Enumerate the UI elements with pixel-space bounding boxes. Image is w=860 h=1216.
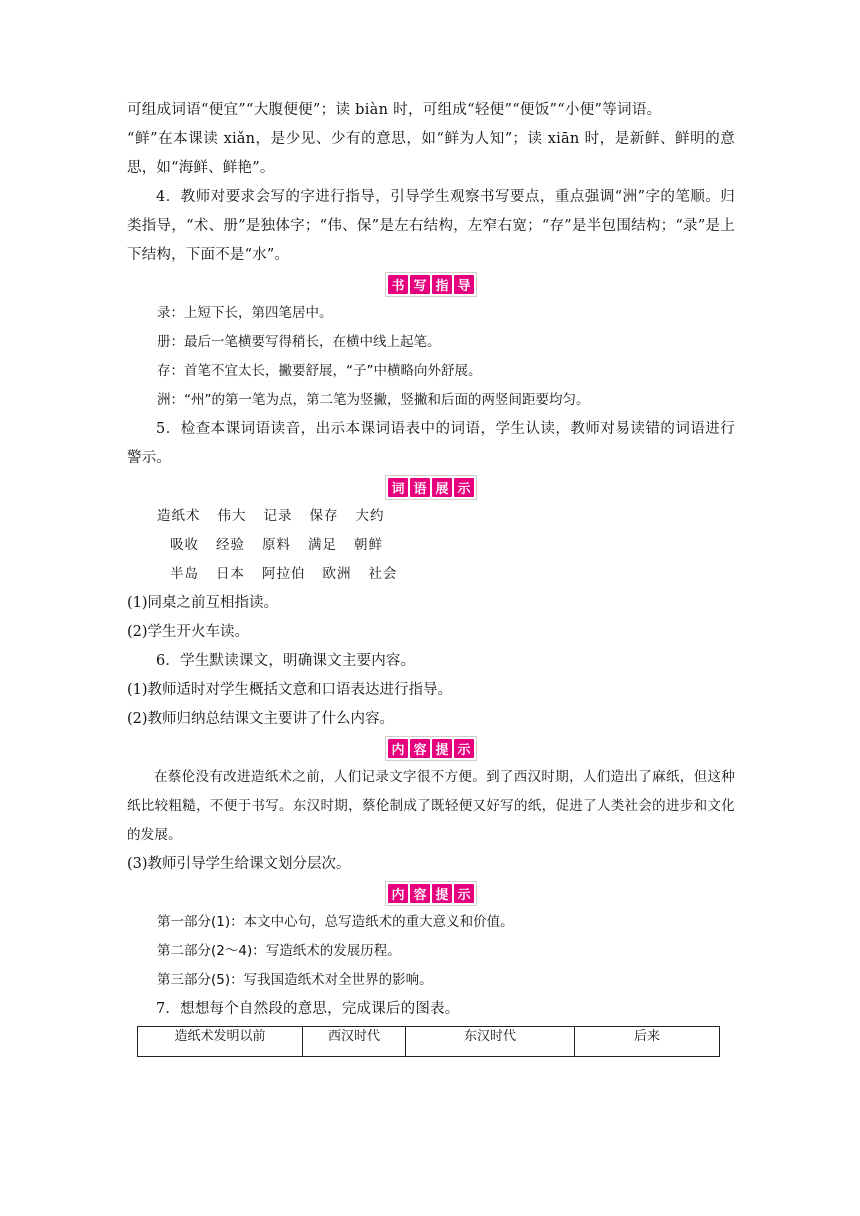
heading-char: 容 — [410, 739, 430, 758]
structure-part-3: 第三部分(5)：写我国造纸术对全世界的影响。 — [157, 972, 433, 988]
writing-guide-heading — [127, 271, 735, 298]
heading-char: 容 — [410, 884, 430, 903]
vocab-word: 阿拉伯 — [262, 566, 306, 582]
content-tip-heading — [127, 735, 735, 762]
writing-guide-tag — [385, 272, 477, 297]
guide-ce: 册：最后一笔横要写得稍长，在横中线上起笔。 — [157, 334, 441, 350]
table-header-cell: 造纸术发明以前 — [138, 1027, 303, 1057]
heading-char: 语 — [410, 478, 430, 497]
vocab-word: 半岛 — [170, 566, 199, 582]
vocab-word: 日本 — [216, 566, 245, 582]
development-table — [137, 1026, 720, 1057]
table-header-cell: 东汉时代 — [406, 1027, 575, 1057]
heading-char: 展 — [432, 478, 452, 497]
heading-char: 指 — [432, 275, 452, 294]
heading-char: 示 — [454, 739, 474, 758]
heading-char: 书 — [388, 275, 408, 294]
heading-char: 词 — [388, 478, 408, 497]
table-header-cell: 西汉时代 — [303, 1027, 406, 1057]
word-row — [127, 502, 735, 531]
guide-cun: 存：首笔不宜太长，撇要舒展，“子”中横略向外舒展。 — [157, 363, 482, 379]
heading-char: 提 — [432, 739, 452, 758]
word-row — [127, 560, 735, 589]
step-4-paragraph: 4．教师对要求会写的字进行指导，引导学生观察书写要点，重点强调“洲”字的笔顺。归类指导，“术、册”是独体字；“伟、保”是左右结构，左窄右宽；“存”是半包围结构；“录”是上下结构，下面不是“水”。 — [127, 189, 735, 263]
content-summary-paragraph: 在蔡伦没有改进造纸术之前，人们记录文字很不方便。到了西汉时期，人们造出了麻纸，但这种纸比较粗糙，不便于书写。东汉时期，蔡伦制成了既轻便又好写的纸，促进了人类社会的进步和文化的发展。 — [127, 769, 735, 843]
step-5-item-2: (2)学生开火车读。 — [127, 624, 250, 640]
intro-line-1: 可组成词语“便宜”“大腹便便”；读 biàn 时，可组成“轻便”“便饭”“小便”等词语。 — [127, 102, 662, 118]
word-row — [127, 531, 735, 560]
heading-char: 写 — [410, 275, 430, 294]
vocab-word: 满足 — [308, 537, 337, 553]
vocab-word: 记录 — [263, 508, 293, 524]
heading-char: 内 — [388, 739, 408, 758]
heading-char: 示 — [454, 884, 474, 903]
vocab-word: 保存 — [309, 508, 339, 524]
vocab-word: 吸收 — [170, 537, 199, 553]
vocab-word: 造纸术 — [157, 508, 201, 524]
guide-zhou: 洲：“州”的第一笔为点，第二笔为竖撇，竖撇和后面的两竖间距要均匀。 — [157, 392, 590, 408]
word-display-tag — [385, 475, 477, 500]
vocab-word: 原料 — [262, 537, 291, 553]
step-5-item-1: (1)同桌之前互相指读。 — [127, 595, 279, 611]
vocab-word: 欧洲 — [322, 566, 352, 582]
heading-char: 示 — [454, 478, 474, 497]
guide-lu: 录：上短下长，第四笔居中。 — [157, 305, 333, 321]
document-page — [127, 96, 735, 1057]
content-tip-heading-2 — [127, 880, 735, 907]
step-5-paragraph: 5．检查本课词语读音，出示本课词语表中的词语，学生认读，教师对易读错的词语进行警示。 — [127, 421, 735, 466]
vocab-word: 经验 — [216, 537, 245, 553]
structure-part-1: 第一部分(1)：本文中心句，总写造纸术的重大意义和价值。 — [157, 914, 514, 930]
vocab-word: 伟大 — [217, 508, 247, 524]
structure-part-2: 第二部分(2～4)：写造纸术的发展历程。 — [157, 943, 401, 959]
table-header-cell: 后来 — [575, 1027, 720, 1057]
heading-char: 提 — [432, 884, 452, 903]
heading-char: 导 — [454, 275, 474, 294]
step-6-item-1: (1)教师适时对学生概括文意和口语表达进行指导。 — [127, 682, 453, 698]
intro-paragraph-2: “鲜”在本课读 xiǎn，是少见、少有的意思，如“鲜为人知”；读 xiān 时，是新鲜、鲜明的意思，如“海鲜、鲜艳”。 — [127, 131, 735, 176]
vocab-word: 朝鲜 — [354, 537, 383, 553]
heading-char: 内 — [388, 884, 408, 903]
step-6-paragraph: 6．学生默读课文，明确课文主要内容。 — [156, 653, 416, 669]
step-7-paragraph: 7．想想每个自然段的意思，完成课后的图表。 — [156, 1001, 460, 1017]
step-6-item-2: (2)教师归纳总结课文主要讲了什么内容。 — [127, 711, 395, 727]
content-tip-tag — [385, 736, 477, 761]
vocab-word: 大约 — [355, 508, 385, 524]
word-display-heading — [127, 474, 735, 501]
table-row — [138, 1027, 720, 1057]
vocab-word: 社会 — [368, 566, 398, 582]
step-6-item-3: (3)教师引导学生给课文划分层次。 — [127, 856, 351, 872]
content-tip-tag-2 — [385, 881, 477, 906]
